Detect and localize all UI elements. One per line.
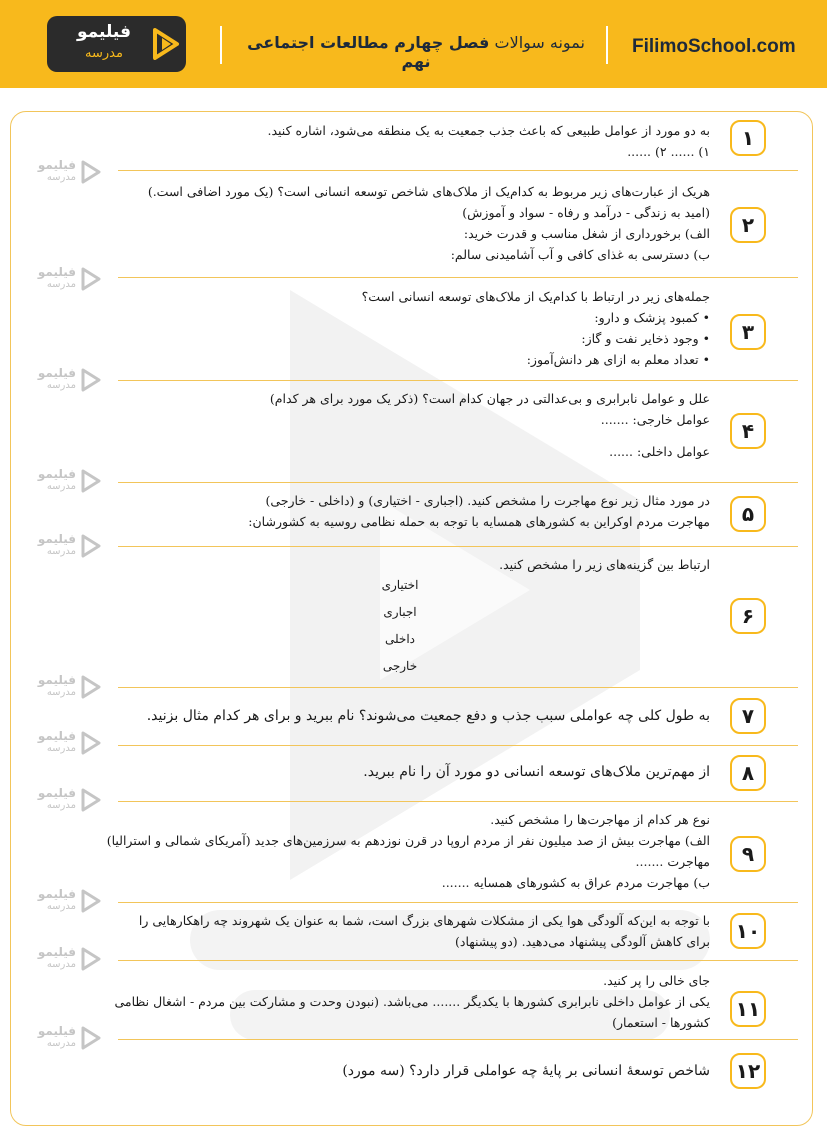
question-number: ۲ [730, 207, 766, 243]
question-number: ۳ [730, 314, 766, 350]
page-header [0, 0, 827, 88]
question-divider [118, 1039, 798, 1040]
question-item[interactable]: ب) مهاجرت مردم عراق به کشورهای همسایه ....... [441, 875, 710, 890]
question-text: نوع هر کدام از مهاجرت‌ها را مشخص کنید. [490, 812, 710, 827]
side-logo-line2: مدرسه [46, 172, 76, 183]
question-10 [130, 910, 710, 952]
question-item[interactable]: الف) برخورداری از شغل مناسب و قدرت خرید: [463, 226, 710, 241]
side-logo-icon [80, 534, 102, 558]
question-8 [130, 761, 710, 783]
matching-option[interactable]: اجباری [383, 605, 417, 619]
question-text: در مورد مثال زیر نوع مهاجرت را مشخص کنید. (اجباری - اختیاری) و (داخلی - خارجی) [265, 493, 710, 508]
question-text: شاخص توسعهٔ انسانی بر پایهٔ چه عواملی قرار دارد؟ (سه مورد) [342, 1063, 710, 1079]
side-logo-line2: مدرسه [46, 901, 76, 912]
question-number: ۱۱ [730, 991, 766, 1027]
question-divider [118, 380, 798, 381]
side-watermark-logo [26, 673, 106, 701]
question-divider [118, 277, 798, 278]
side-watermark-logo [26, 1024, 106, 1052]
side-logo-line2: مدرسه [46, 959, 76, 970]
question-divider [118, 170, 798, 171]
question-6 [130, 554, 710, 575]
side-logo-line1: فیلیمو [37, 265, 76, 279]
play-pencil-icon [151, 28, 181, 60]
question-divider [118, 801, 798, 802]
question-text: به دو مورد از عوامل طبیعی که باعث جذب جمعیت به یک منطقه می‌شود، اشاره کنید. [267, 123, 710, 138]
matching-option[interactable]: داخلی [384, 632, 416, 646]
side-watermark-logo [26, 366, 106, 394]
question-divider [118, 902, 798, 903]
question-number: ۴ [730, 413, 766, 449]
question-text: برای کاهش آلودگی پیشنهاد می‌دهید. (دو پیشنهاد) [455, 934, 710, 949]
side-logo-line2: مدرسه [46, 380, 76, 391]
side-logo-line1: فیلیمو [37, 532, 76, 546]
question-12 [130, 1060, 710, 1082]
question-number: ۷ [730, 698, 766, 734]
question-item: کشورها - استعمار) [612, 1015, 710, 1030]
question-number: ۶ [730, 598, 766, 634]
side-logo-line2: مدرسه [46, 279, 76, 290]
question-number: ۱۰ [730, 913, 766, 949]
question-text: علل و عوامل نابرابری و بی‌عدالتی در جهان کدام است؟ (ذکر یک مورد برای هر کدام) [269, 391, 710, 406]
header-separator [220, 26, 222, 64]
side-logo-icon [80, 160, 102, 184]
question-item[interactable]: عوامل خارجی: ....... [600, 412, 710, 427]
side-logo-line1: فیلیمو [37, 467, 76, 481]
side-watermark-logo [26, 786, 106, 814]
filimo-school-logo[interactable] [47, 16, 186, 72]
question-11 [114, 970, 710, 1033]
question-number: ۸ [730, 755, 766, 791]
question-item[interactable]: مهاجرت ....... [635, 854, 710, 869]
question-divider [118, 960, 798, 961]
matching-option[interactable]: خارجی [382, 659, 418, 673]
question-number: ۵ [730, 496, 766, 532]
question-5 [130, 490, 710, 532]
question-item[interactable]: عوامل داخلی: ...... [609, 444, 710, 459]
side-watermark-logo [26, 158, 106, 186]
logo-line1: فیلیمو [76, 22, 131, 42]
question-text: به طول کلی چه عواملی سبب جذب و دفع جمعیت می‌شوند؟ نام ببرید و برای هر کدام مثال بزنید. [146, 708, 710, 724]
side-watermark-logo [26, 887, 106, 915]
side-logo-line1: فیلیمو [37, 729, 76, 743]
question-text: با توجه به این‌که آلودگی هوا یکی از مشکلات شهرهای بزرگ است، شما به عنوان یک شهروند چه راهکارهایی را [138, 913, 710, 928]
question-item[interactable]: یکی از عوامل داخلی نابرابری کشورها با یکدیگر ....... می‌باشد. (نبودن وحدت و مشارکت بین مردم - اشغال نظامی [114, 994, 710, 1009]
side-logo-icon [80, 1026, 102, 1050]
side-logo-line1: فیلیمو [37, 366, 76, 380]
question-1 [130, 120, 710, 162]
question-number: ۹ [730, 836, 766, 872]
side-logo-line2: مدرسه [46, 743, 76, 754]
side-logo-line1: فیلیمو [37, 158, 76, 172]
side-logo-icon [80, 469, 102, 493]
side-logo-icon [80, 675, 102, 699]
side-logo-line1: فیلیمو [37, 887, 76, 901]
side-logo-line1: فیلیمو [37, 673, 76, 687]
question-item[interactable]: مهاجرت مردم اوکراین به کشورهای همسایه با توجه به حمله نظامی روسیه به کشورشان: [248, 514, 710, 529]
question-divider [118, 745, 798, 746]
question-item[interactable]: • تعداد معلم به ازای هر دانش‌آموز: [526, 352, 710, 367]
side-watermark-logo [26, 945, 106, 973]
side-logo-icon [80, 947, 102, 971]
document-title [230, 33, 602, 71]
side-logo-line2: مدرسه [46, 546, 76, 557]
title-bold: فصل چهارم مطالعات اجتماعی نهم [247, 33, 490, 71]
side-watermark-logo [26, 265, 106, 293]
header-separator [606, 26, 608, 64]
side-logo-line2: مدرسه [46, 687, 76, 698]
side-logo-line2: مدرسه [46, 481, 76, 492]
question-text: ارتباط بین گزینه‌های زیر را مشخص کنید. [499, 557, 710, 572]
side-watermark-logo [26, 729, 106, 757]
question-item: الف) مهاجرت بیش از صد میلیون نفر از مردم اروپا در قرن نوزدهم به سرزمین‌های جدید (آمریکای شمالی و استرالیا) [106, 833, 710, 848]
side-logo-line1: فیلیمو [37, 945, 76, 959]
side-logo-icon [80, 889, 102, 913]
question-divider [118, 482, 798, 483]
side-logo-icon [80, 267, 102, 291]
side-logo-icon [80, 731, 102, 755]
question-9 [106, 809, 710, 893]
side-logo-line2: مدرسه [46, 800, 76, 811]
question-3 [130, 286, 710, 370]
logo-line2: مدرسه [85, 46, 123, 61]
question-text: جمله‌های زیر در ارتباط با کدام‌یک از ملاک‌های توسعه انسانی است؟ [361, 289, 710, 304]
side-logo-icon [80, 788, 102, 812]
question-number: ۱ [730, 120, 766, 156]
side-logo-line2: مدرسه [46, 1038, 76, 1049]
question-text: از مهم‌ترین ملاک‌های توسعه انسانی دو مورد آن را نام ببرید. [363, 764, 710, 780]
answer-blanks[interactable]: ۱) ...... ۲) ...... [627, 144, 710, 159]
side-logo-line1: فیلیمو [37, 786, 76, 800]
site-url[interactable]: FilimoSchool.com [632, 36, 796, 57]
question-item[interactable]: • وجود ذخایر نفت و گاز: [581, 331, 710, 346]
question-7 [130, 705, 710, 727]
question-options: (امید به زندگی - درآمد و رفاه - سواد و آموزش) [462, 205, 710, 220]
matching-option[interactable]: اختیاری [381, 578, 419, 592]
question-text: هریک از عبارت‌های زیر مربوط به کدام‌یک از ملاک‌های شاخص توسعه انسانی است؟ (یک مورد اضافی است.) [147, 184, 710, 199]
question-2 [130, 181, 710, 265]
question-number: ۱۲ [730, 1053, 766, 1089]
question-text: جای خالی را پر کنید. [603, 973, 710, 988]
question-item[interactable]: ب) دسترسی به غذای کافی و آب آشامیدنی سالم: [450, 247, 710, 262]
side-logo-icon [80, 368, 102, 392]
question-4 [130, 388, 710, 462]
question-divider [118, 546, 798, 547]
side-logo-line1: فیلیمو [37, 1024, 76, 1038]
question-item[interactable]: • کمبود پزشک و دارو: [594, 310, 710, 325]
side-watermark-logo [26, 467, 106, 495]
question-divider [118, 687, 798, 688]
title-prefix: نمونه سوالات [494, 33, 585, 52]
side-watermark-logo [26, 532, 106, 560]
